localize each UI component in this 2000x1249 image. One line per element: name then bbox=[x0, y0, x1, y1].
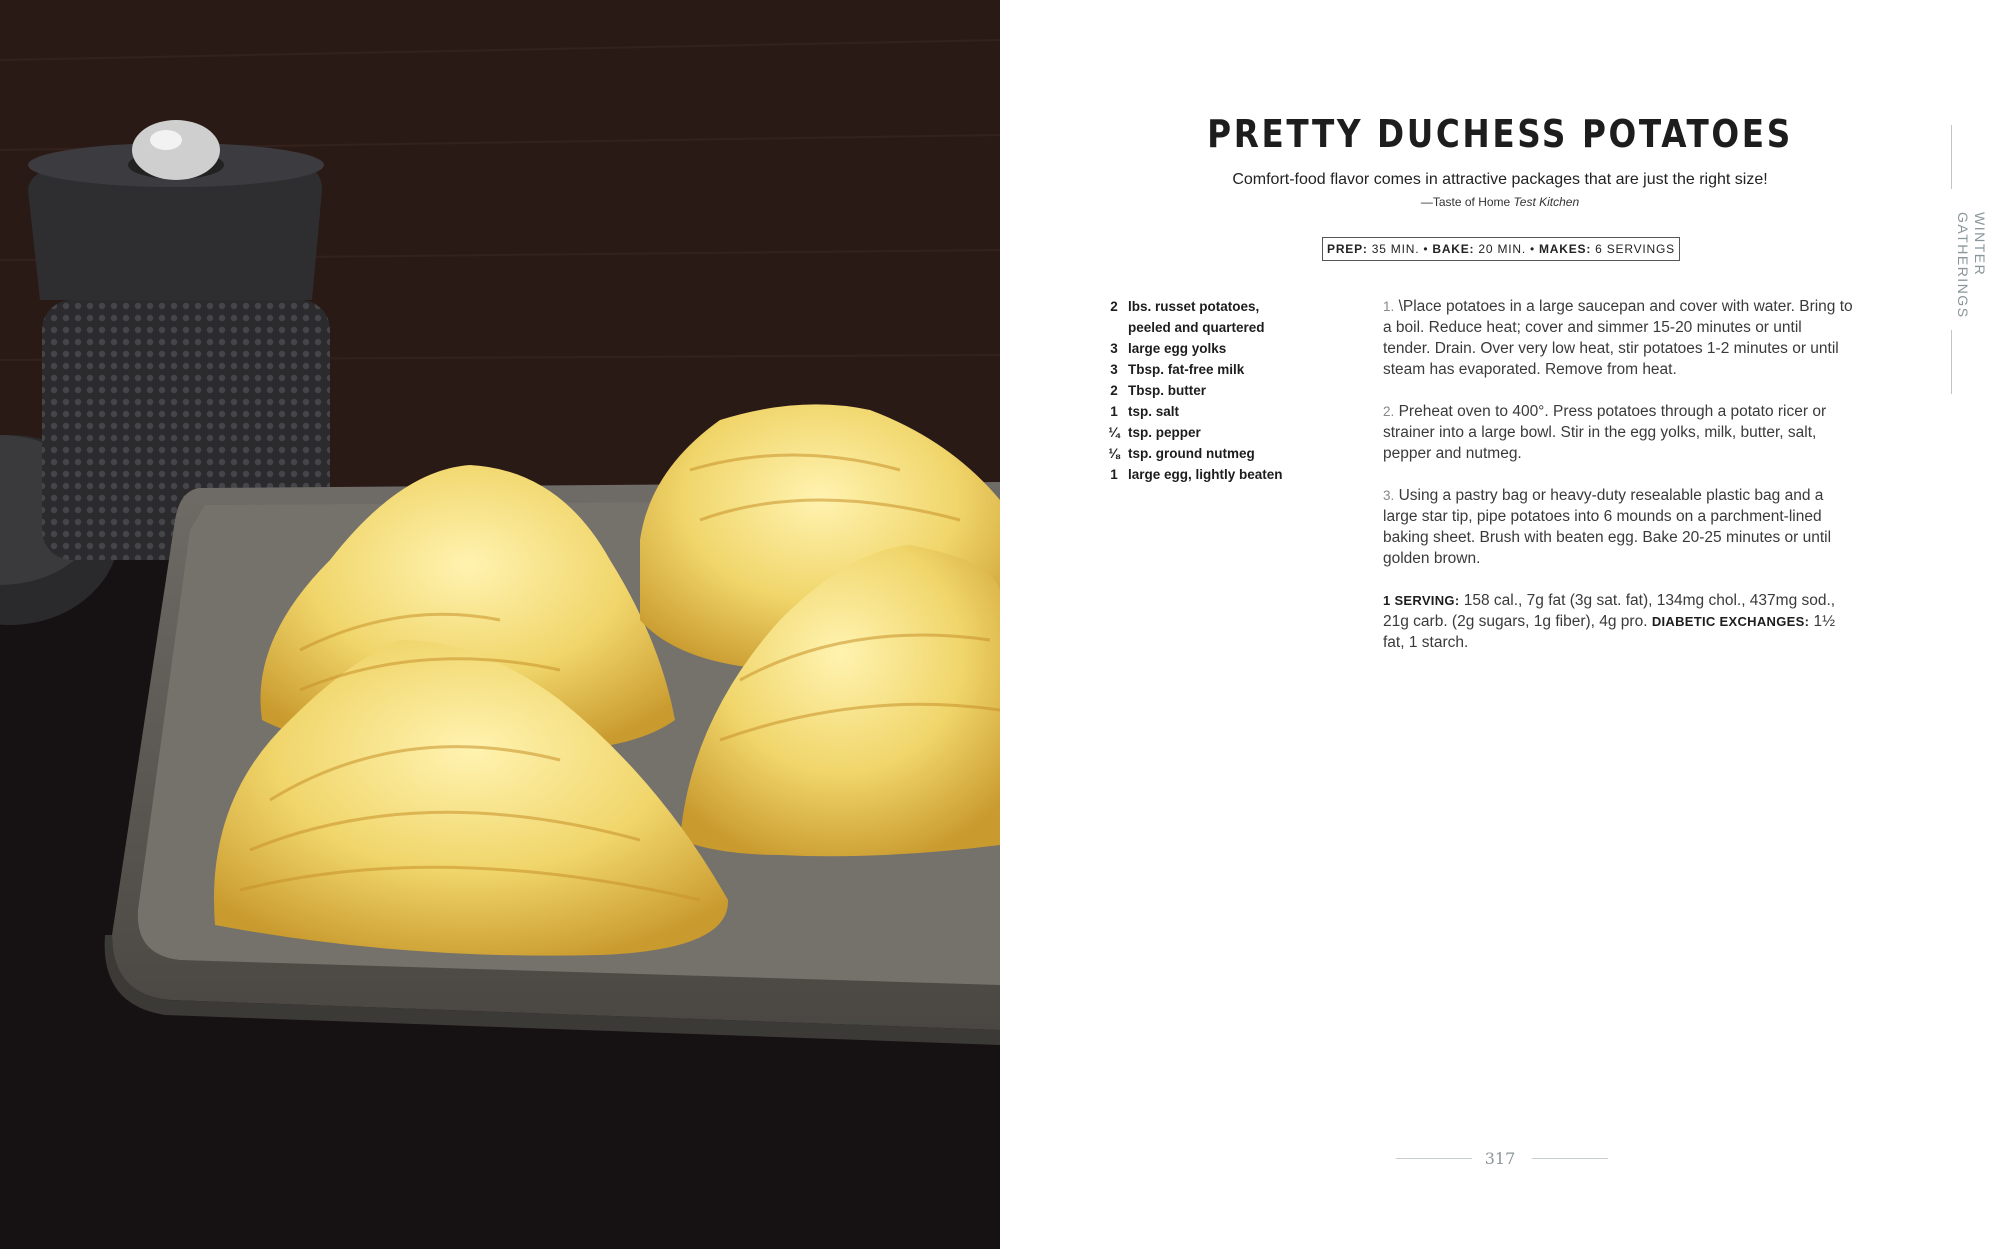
ingredient-item bbox=[1100, 401, 1340, 422]
direction-step bbox=[1383, 401, 1853, 464]
ingredient-text: tsp. pepper bbox=[1128, 425, 1201, 440]
ingredient-item bbox=[1100, 338, 1340, 359]
ingredient-text: large egg yolks bbox=[1128, 341, 1227, 356]
section-tab-line2: GATHERINGS bbox=[1955, 212, 1971, 319]
recipe-credit bbox=[1000, 195, 2000, 209]
ingredient-qty: ¼ bbox=[1108, 425, 1120, 440]
ingredient-text: lbs. russet potatoes, bbox=[1128, 299, 1260, 314]
section-tab-divider-top bbox=[1951, 125, 1952, 189]
recipe-subtitle: Comfort-food flavor comes in attractive packages that are just the right size! bbox=[1232, 171, 1768, 188]
recipe-page bbox=[1000, 0, 2000, 1249]
direction-step bbox=[1383, 296, 1853, 380]
directions bbox=[1383, 296, 1853, 674]
ingredient-list bbox=[1100, 296, 1340, 485]
recipe-meta-box bbox=[1322, 237, 1680, 261]
ingredient-item bbox=[1100, 296, 1340, 317]
ingredient-text: Tbsp. butter bbox=[1128, 383, 1206, 398]
ingredient-item bbox=[1100, 422, 1340, 443]
ingredient-text: peeled and quartered bbox=[1128, 320, 1265, 335]
section-tab-line1: WINTER bbox=[1972, 212, 1988, 277]
ingredient-qty: 1 bbox=[1110, 467, 1118, 482]
ingredient-qty: 3 bbox=[1110, 341, 1118, 356]
recipe-title: PRETTY DUCHESS POTATOES bbox=[1207, 112, 1793, 156]
makes-value: 6 SERVINGS bbox=[1595, 242, 1675, 256]
ingredient-text: Tbsp. fat-free milk bbox=[1128, 362, 1245, 377]
exchanges-text: 1½ fat, 1 starch. bbox=[1383, 613, 1836, 651]
bake-value: 20 MIN. bbox=[1478, 242, 1526, 256]
credit-source: —Taste of Home bbox=[1420, 195, 1514, 209]
ingredient-item bbox=[1100, 317, 1340, 338]
ingredient-text: tsp. salt bbox=[1128, 404, 1180, 419]
section-tab bbox=[1948, 212, 1988, 319]
credit-kitchen: Test Kitchen bbox=[1513, 195, 1580, 209]
direction-step bbox=[1383, 485, 1853, 569]
step-text: Using a pastry bag or heavy-duty resealable plastic bag and a large star tip, pipe potatoes into 6 mounds on a parchment-lined baking sheet. Brush with beaten egg. Bake 20-25 minutes or until golden brown. bbox=[1383, 487, 1832, 567]
section-tab-divider-bottom bbox=[1951, 330, 1952, 394]
serving-text: 158 cal., 7g fat (3g sat. fat), 134mg chol., 437mg sod., 21g carb. (2g sugars, 1g fiber), 4g pro. bbox=[1383, 592, 1836, 630]
page-number: 317 bbox=[1484, 1149, 1516, 1168]
ingredient-item bbox=[1100, 359, 1340, 380]
exchanges-label: DIABETIC EXCHANGES: bbox=[1651, 614, 1810, 629]
makes-label: MAKES: bbox=[1539, 242, 1592, 256]
step-text: Preheat oven to 400°. Press potatoes through a potato ricer or strainer into a large bowl. Stir in the egg yolks, milk, butter, salt, pepper and nutmeg. bbox=[1383, 403, 1827, 462]
ingredient-qty bbox=[1100, 317, 1128, 338]
step-text: \Place potatoes in a large saucepan and cover with water. Bring to a boil. Reduce heat; cover and simmer 15-20 minutes or until tender. Drain. Over very low heat, stir potatoes 1-2 minutes or until steam has evaporated. Remove from heat. bbox=[1383, 298, 1853, 378]
ingredient-qty: 2 bbox=[1110, 383, 1118, 398]
prep-value: 35 MIN. bbox=[1371, 242, 1420, 256]
ingredient-qty: 2 bbox=[1110, 299, 1118, 314]
ingredient-item bbox=[1100, 443, 1340, 464]
prep-label: PREP: bbox=[1327, 242, 1368, 256]
meta-separator: • bbox=[1529, 242, 1535, 256]
meta-separator: • bbox=[1423, 242, 1429, 256]
ingredient-qty: ⅛ bbox=[1108, 446, 1120, 461]
step-number: 1. bbox=[1383, 299, 1395, 314]
step-number: 2. bbox=[1383, 404, 1395, 419]
ingredient-qty: 3 bbox=[1110, 362, 1118, 377]
ingredient-text: tsp. ground nutmeg bbox=[1128, 446, 1255, 461]
bake-label: BAKE: bbox=[1432, 242, 1475, 256]
ingredient-item bbox=[1100, 464, 1340, 485]
ingredient-text: large egg, lightly beaten bbox=[1128, 467, 1283, 482]
step-number: 3. bbox=[1383, 488, 1395, 503]
ingredient-qty: 1 bbox=[1110, 404, 1118, 419]
ingredient-item bbox=[1100, 380, 1340, 401]
folio-rule-right bbox=[1532, 1158, 1608, 1159]
nutrition-facts bbox=[1383, 590, 1853, 653]
serving-label: 1 SERVING: bbox=[1383, 593, 1460, 608]
